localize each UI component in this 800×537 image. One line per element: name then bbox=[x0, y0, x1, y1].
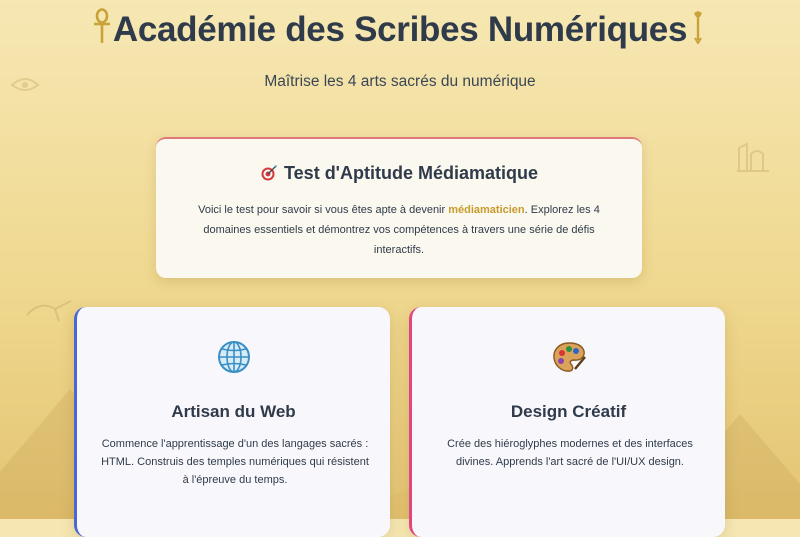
description-text-start: Voici le test pour savoir si vous êtes apte à devenir bbox=[198, 204, 449, 216]
palette-icon bbox=[551, 339, 587, 375]
highlight-mediamaticien: médiamaticien bbox=[448, 204, 525, 216]
globe-icon bbox=[216, 339, 252, 375]
hieroglyph-decoration-icon bbox=[735, 140, 771, 174]
scepter-icon bbox=[690, 10, 706, 44]
description-text-end: . Explorez les 4 domaines essentiels et démontrez vos compétences à travers une série de défis interactifs. bbox=[203, 204, 600, 256]
aptitude-test-description bbox=[186, 200, 612, 260]
page-header bbox=[0, 0, 800, 100]
card-creative-design[interactable] bbox=[409, 307, 725, 537]
bird-hieroglyph-icon bbox=[25, 295, 75, 325]
page-title: Académie des Scribes Numériques bbox=[112, 10, 688, 49]
aptitude-test-card bbox=[156, 137, 642, 278]
target-icon bbox=[260, 163, 278, 184]
aptitude-test-title bbox=[156, 163, 642, 184]
card-description: Commence l'apprentissage d'un des langages sacrés : HTML. Construis des temples numériques qui résistent à l'épreuve du temps. bbox=[101, 438, 369, 486]
card-description: Crée des hiéroglyphes modernes et des interfaces divines. Apprends l'art sacré de l'UI/UX design. bbox=[447, 438, 693, 468]
card-title: Design Créatif bbox=[510, 402, 627, 421]
page-subtitle: Maîtrise les 4 arts sacrés du numérique bbox=[264, 73, 536, 90]
card-title: Artisan du Web bbox=[171, 402, 296, 421]
aptitude-test-title-text: Test d'Aptitude Médiamatique bbox=[284, 163, 538, 183]
card-web-artisan[interactable] bbox=[74, 307, 390, 537]
